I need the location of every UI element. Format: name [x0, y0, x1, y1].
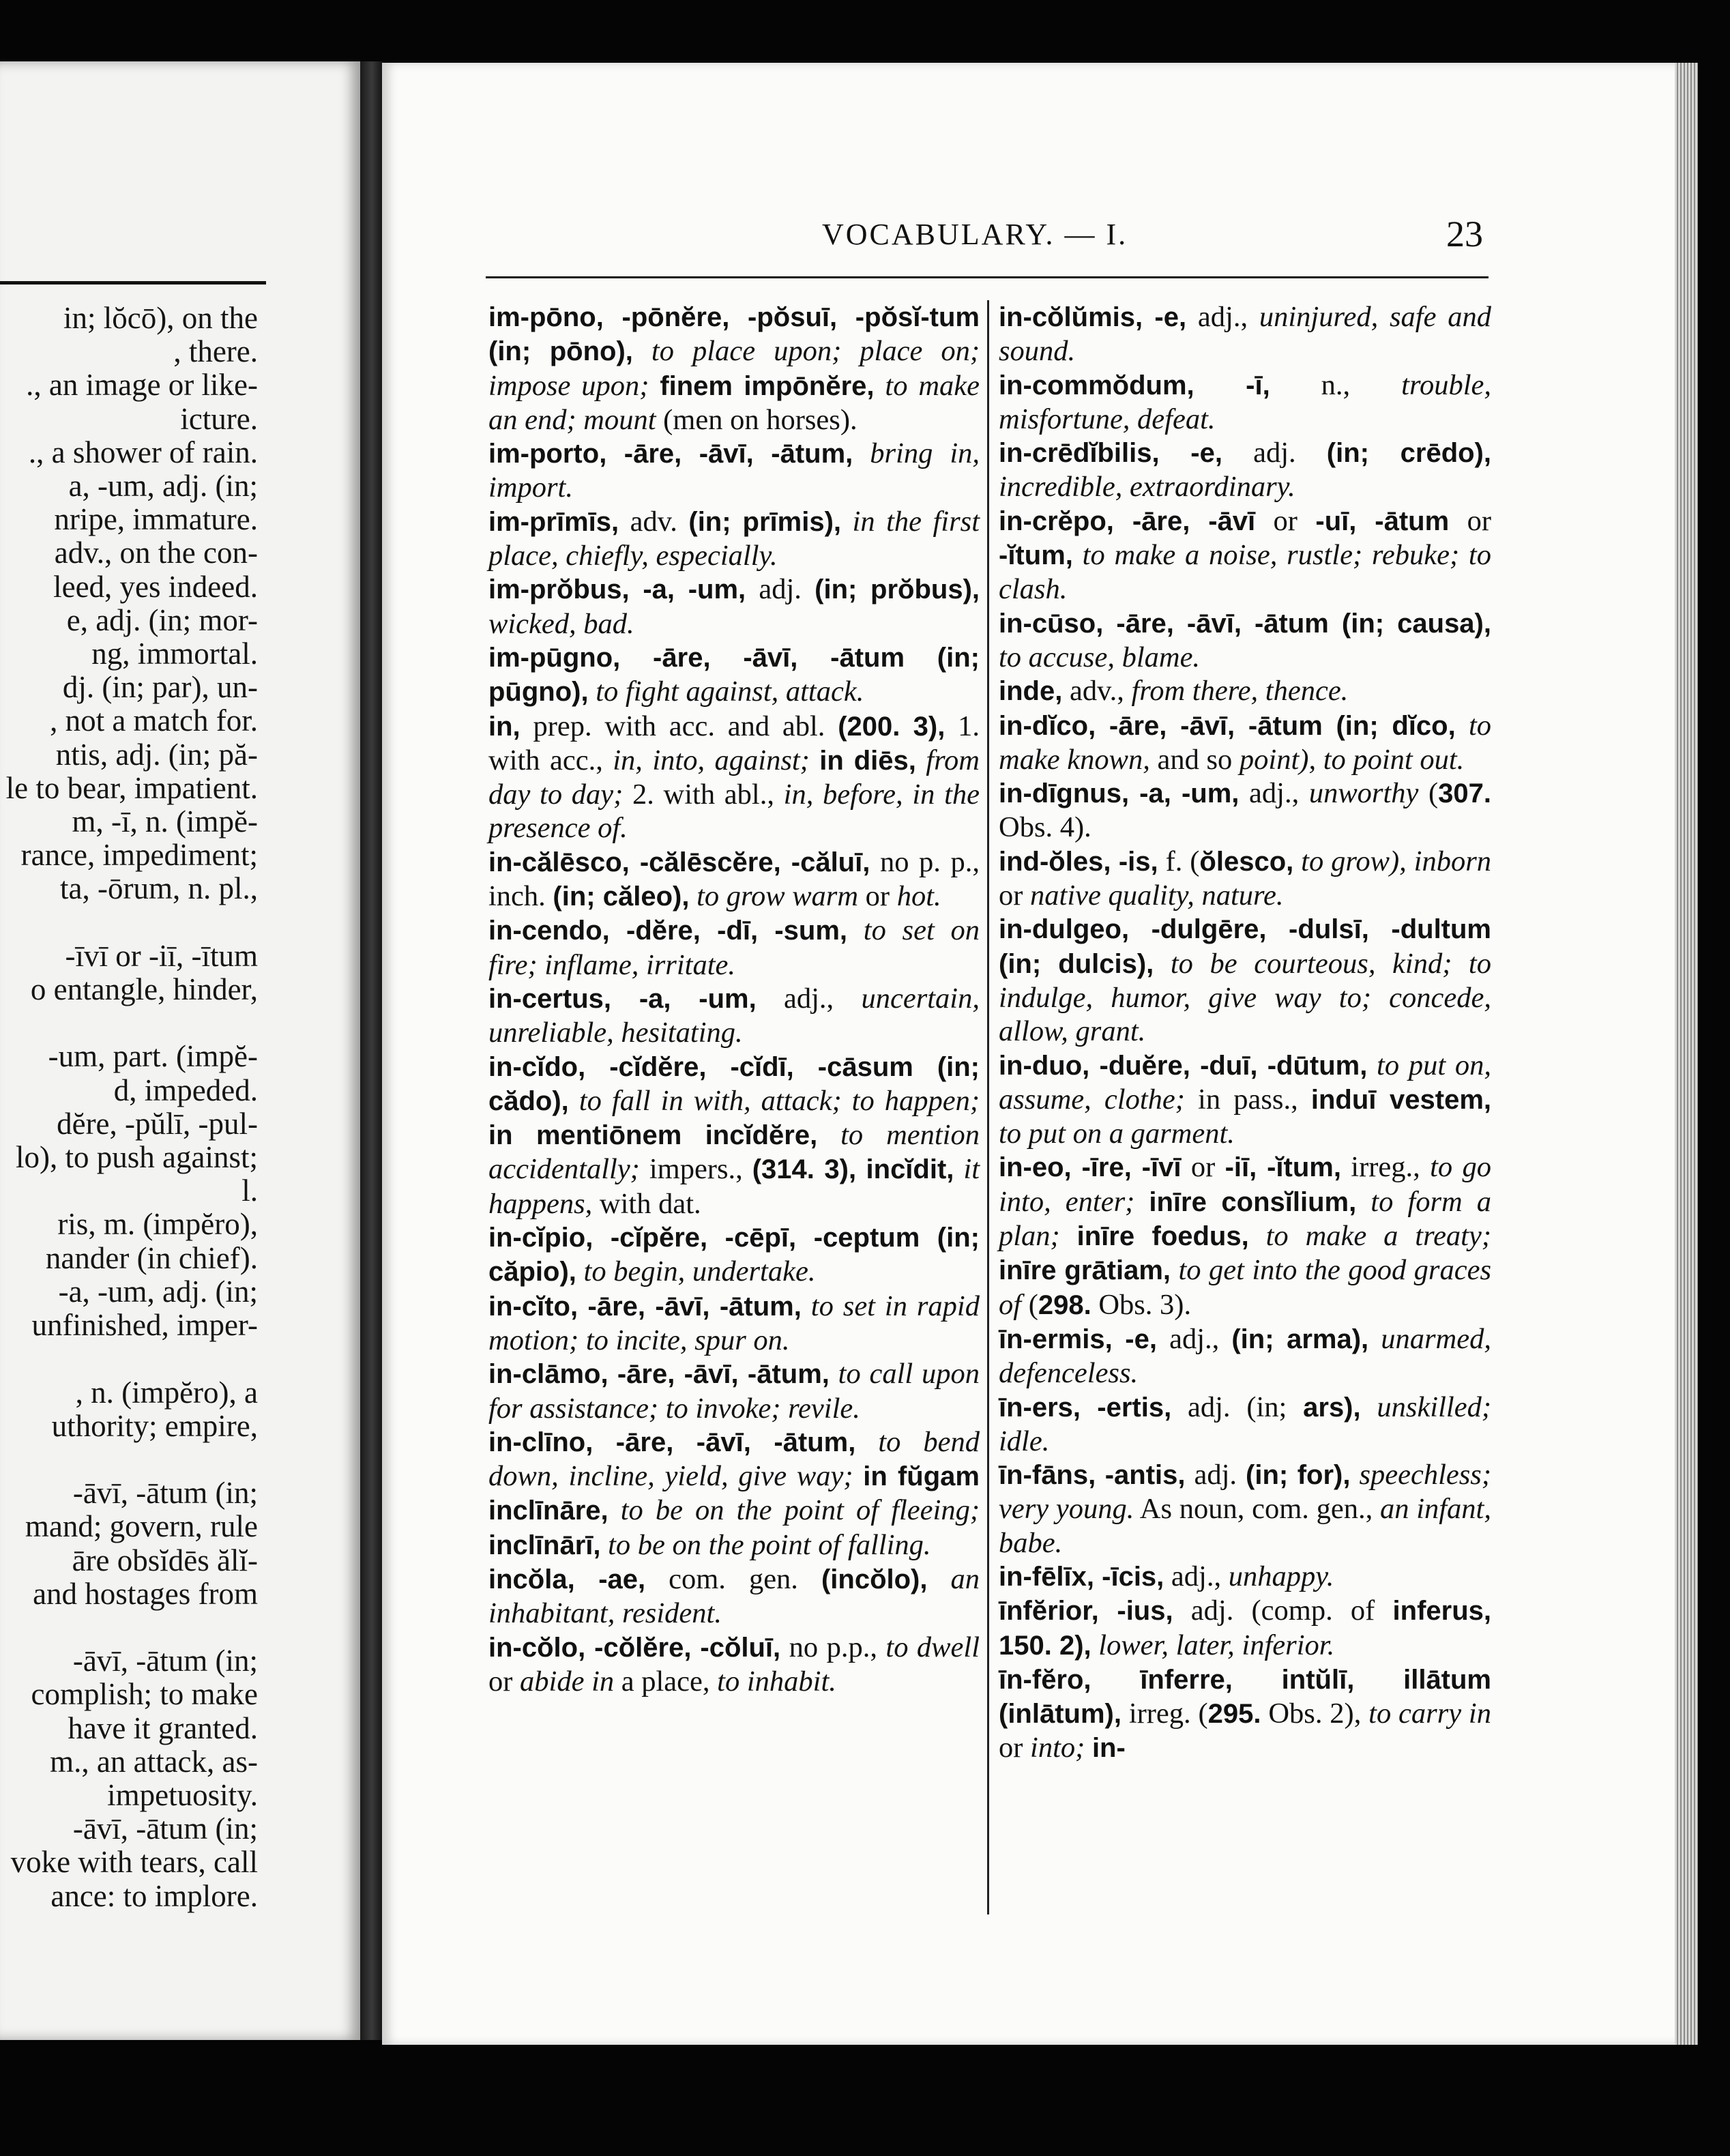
definition: speechless; very young. — [999, 1459, 1491, 1526]
vocabulary-entry — [999, 1390, 1491, 1459]
grammar-note: f. ( — [1158, 845, 1200, 877]
grammar-note: adv. — [619, 505, 689, 538]
vocabulary-entry — [488, 1050, 980, 1221]
definition: unworthy — [1308, 777, 1419, 810]
left-page-line: nripe, immature. — [54, 502, 258, 537]
definition: from day to day; — [488, 744, 980, 811]
vocabulary-entry — [999, 300, 1491, 368]
left-page-line: , not a match for. — [50, 703, 258, 738]
grammar-note: Obs. 2), — [1261, 1698, 1369, 1730]
headword: īn-ermis, -e, — [999, 1324, 1157, 1354]
vocabulary-entry — [999, 504, 1491, 607]
definition: to fall in with, attack; to happen; — [568, 1084, 980, 1117]
headword: in-cĭto, -āre, -āvī, -ātum, — [488, 1291, 802, 1322]
grammar-note: or — [999, 1732, 1031, 1764]
left-page-line: -āvī, -ātum (in; — [72, 1476, 258, 1511]
grammar-note: adj. (comp. of — [1173, 1594, 1393, 1627]
vocabulary-entry — [488, 641, 980, 710]
grammar-note: Obs. 3). — [1091, 1288, 1192, 1321]
left-page-line: adv., on the con- — [54, 536, 258, 570]
left-page-line: impetuosity. — [107, 1777, 258, 1812]
column-divider — [987, 300, 989, 1914]
definition: to mention accidentally; — [488, 1119, 980, 1186]
definition: wicked, bad. — [488, 607, 634, 640]
left-page-line: -um, part. (impĕ- — [48, 1039, 258, 1074]
left-page-line — [6, 1443, 258, 1476]
definition: an inhabitant, resident. — [488, 1562, 980, 1630]
left-page-line: , there. — [173, 334, 258, 369]
headword: in-crĕpo, -āre, -āvī — [999, 506, 1256, 536]
headword: inīre consĭlium, — [1149, 1186, 1357, 1217]
left-page-line: ta, -ōrum, n. pl., — [60, 871, 258, 906]
vocabulary-entry — [999, 912, 1491, 1048]
grammar-note: irreg., — [1340, 1151, 1431, 1184]
vocabulary-entry — [488, 1357, 980, 1425]
headword: īn-fāns, -antis, — [999, 1460, 1186, 1491]
grammar-note: impers., — [639, 1153, 752, 1186]
headword: in-dulgeo, -dulgēre, -dulsī, -dultum (in; dulcis), — [999, 914, 1491, 979]
headword: im-porto, -āre, -āvī, -ātum, — [488, 439, 853, 469]
headword: in-clāmo, -āre, -āvī, -ātum, — [488, 1359, 830, 1390]
left-page-line: d, impeded. — [113, 1073, 258, 1107]
headword: in-cūso, -āre, -āvī, -ātum (in; causa), — [999, 608, 1491, 639]
definition: from there, thence. — [1131, 675, 1349, 708]
vocabulary-entry — [488, 982, 980, 1050]
left-page-rule — [0, 281, 266, 285]
grammar-note: in pass., — [1184, 1083, 1311, 1116]
grammar-note: a place, — [614, 1665, 718, 1698]
headword: in-eo, -īre, -īvī — [999, 1152, 1182, 1183]
definition: to accuse, blame. — [999, 641, 1201, 673]
grammar-note: no p. p., inch. — [488, 845, 980, 913]
headword: (314. 3), incĭdit, — [752, 1154, 954, 1185]
definition: to be on the point of fleeing; — [608, 1494, 980, 1527]
left-page-line: , n. (impĕro), a — [75, 1375, 258, 1410]
left-page-line: dj. (in; par), un- — [62, 670, 258, 705]
definition: uninjured, safe and sound. — [999, 301, 1491, 368]
grammar-note: prep. with acc. and abl. — [520, 710, 838, 742]
headword: 307. — [1438, 778, 1492, 809]
vocabulary-entry — [488, 710, 980, 845]
definition: to fight against, attack. — [588, 675, 864, 708]
vocabulary-entry — [999, 709, 1491, 777]
definition: to set on fire; inflame, irritate. — [488, 914, 980, 981]
headword: in-fēlīx, -īcis, — [999, 1561, 1164, 1592]
definition: in, before, in the presence of. — [488, 778, 980, 845]
left-page-line — [6, 1006, 258, 1040]
headword: -ĭtum, — [999, 540, 1073, 571]
headword: (incŏlo), — [821, 1564, 928, 1594]
headword: in-cĭdo, -cĭdĕre, -cĭdī, -cāsum (in; cădo), — [488, 1051, 980, 1116]
grammar-note: adj., — [756, 982, 862, 1015]
left-page-line: voke with tears, call — [10, 1845, 258, 1880]
grammar-note: or — [488, 1665, 521, 1698]
headword: (in; arma), — [1231, 1324, 1369, 1354]
vocabulary-entry — [999, 845, 1491, 913]
definition: to bend down, incline, yield, give way; — [488, 1425, 980, 1493]
left-page-line: have it granted. — [68, 1710, 258, 1745]
definition: to make a noise, rustle; rebuke; to clash. — [999, 539, 1491, 606]
left-page-line — [6, 906, 258, 939]
left-page-line — [6, 1342, 258, 1375]
headword: in-clīno, -āre, -āvī, -ātum, — [488, 1427, 856, 1457]
vocabulary-entry — [999, 1150, 1491, 1322]
headword: 298. — [1038, 1290, 1091, 1320]
left-page-line: m, -ī, n. (impĕ- — [72, 804, 258, 839]
definition: to make known, — [999, 709, 1492, 776]
left-page-line: -āvī, -ātum (in; — [72, 1811, 258, 1846]
headword: -iī, -ĭtum, — [1225, 1152, 1341, 1183]
grammar-note: 2. with abl., — [623, 778, 784, 811]
headword: inclīnārī, — [488, 1530, 601, 1560]
definition: to place upon; place on; impose upon; — [488, 335, 980, 402]
vocabulary-column-right — [999, 300, 1491, 1766]
left-page-line: unfinished, imper- — [31, 1308, 258, 1343]
headword: ind-ŏles, -is, — [999, 846, 1158, 877]
left-page-line: o entangle, hinder, — [30, 972, 258, 1007]
vocabulary-entry — [488, 300, 980, 437]
grammar-note: adj. — [1185, 1459, 1246, 1491]
headword: ars), — [1303, 1392, 1361, 1423]
left-page-line: mand; govern, rule — [25, 1509, 258, 1544]
left-page-text — [6, 302, 258, 1913]
page-number: 23 — [1446, 214, 1483, 254]
definition: to put on, assume, clothe; — [999, 1049, 1491, 1116]
headword: in fŭgam inclīnāre, — [488, 1461, 980, 1526]
definition: abide in — [520, 1665, 615, 1698]
headword: finem impōnĕre, — [660, 370, 875, 401]
left-page-line: ance: to implore. — [50, 1878, 258, 1913]
definition: to go into, enter; — [999, 1151, 1492, 1218]
definition: to grow warm — [689, 880, 859, 913]
left-page-line: ., an image or like- — [26, 368, 258, 403]
vocabulary-entry — [999, 674, 1491, 708]
headword: in, — [488, 711, 521, 742]
definition: to set in rapid motion; to incite, spur on. — [488, 1290, 980, 1356]
grammar-note: or — [1449, 504, 1491, 537]
vocabulary-entry — [488, 1290, 980, 1358]
vocabulary-entry — [488, 1425, 980, 1562]
vocabulary-entry — [488, 505, 980, 573]
headword: in-crēdĭbilis, -e, — [999, 438, 1222, 469]
headword: in-cendo, -dĕre, -dī, -sum, — [488, 916, 848, 946]
grammar-note: adj., — [1164, 1560, 1229, 1592]
grammar-note: (men on horses). — [656, 403, 857, 436]
vocabulary-entry — [488, 1221, 980, 1290]
left-page-line: ntis, adj. (in; pă- — [55, 737, 258, 772]
left-page-line: -īvī or -iī, -ītum — [65, 938, 258, 973]
left-page-line: e, adj. (in; mor- — [66, 602, 258, 637]
left-page-line: dĕre, -pŭlī, -pul- — [57, 1106, 258, 1141]
definition: it happens, — [488, 1153, 980, 1220]
vocabulary-entry — [999, 1663, 1491, 1766]
left-page-line: nander (in chief). — [45, 1240, 258, 1275]
headword: -uī, -ātum — [1315, 506, 1450, 536]
left-page-line: and hostages from — [33, 1576, 258, 1611]
definition: to be courteous, kind; to indulge, humor, give way to; concede, allow, grant. — [999, 947, 1491, 1048]
left-page-line: ris, m. (impĕro), — [57, 1207, 258, 1242]
definition: to begin, undertake. — [576, 1255, 816, 1288]
headword: in-dīgnus, -a, -um, — [999, 778, 1240, 809]
grammar-note: adj., — [1186, 301, 1259, 333]
definition: into; — [1030, 1732, 1092, 1764]
headword: (200. 3), — [838, 711, 945, 742]
headword: inde, — [999, 676, 1063, 707]
headword: ŏlesco, — [1199, 846, 1294, 877]
vocabulary-entry — [999, 607, 1491, 675]
vocabulary-entry — [999, 436, 1491, 504]
left-page-line: rance, impediment; — [20, 838, 258, 873]
grammar-note: or — [999, 879, 1031, 912]
left-page-line: uthority; empire, — [51, 1408, 258, 1443]
headword: inferus, 150. 2), — [999, 1596, 1491, 1661]
grammar-note: 1. with acc., — [488, 710, 980, 776]
definition: in the first place, chiefly, especially. — [488, 505, 980, 572]
page-edges — [1675, 63, 1698, 2045]
definition: to get into the good graces of — [999, 1254, 1491, 1321]
vocabulary-entry — [488, 572, 980, 641]
vocabulary-entry — [488, 845, 980, 914]
grammar-note: adv., — [1062, 675, 1132, 708]
headword: īn-ers, -ertis, — [999, 1392, 1172, 1423]
grammar-note: As noun, com. gen., — [1134, 1493, 1380, 1526]
definition: to form a plan; — [999, 1185, 1491, 1253]
definition: trouble, misfortune, defeat. — [999, 368, 1491, 435]
grammar-note: adj. — [746, 573, 815, 606]
grammar-note: or — [858, 880, 897, 913]
definition: point), to point out. — [1239, 743, 1465, 776]
grammar-note: n., — [1270, 368, 1402, 401]
headword: (in; prŏbus), — [815, 574, 980, 605]
headword: induī vestem, — [1310, 1084, 1492, 1115]
headword: (in; for), — [1246, 1460, 1351, 1491]
left-page-line: a, -um, adj. (in; — [68, 469, 258, 504]
left-page-line: ng, immortal. — [91, 637, 258, 671]
definition: to be on the point of falling. — [600, 1528, 931, 1561]
headword: im-prīmīs, — [488, 506, 619, 537]
vocabulary-entry — [999, 1458, 1491, 1560]
left-page-line: le to bear, impatient. — [5, 770, 258, 805]
definition: to put on a garment. — [999, 1118, 1235, 1150]
definition: unarmed, defenceless. — [999, 1322, 1491, 1390]
grammar-note: Obs. 4). — [999, 811, 1091, 844]
headword: in-călēsco, -călēscĕre, -căluī, — [488, 847, 870, 877]
grammar-note: adj. — [1222, 437, 1327, 469]
headword: in-cŏlŭmis, -e, — [999, 302, 1187, 332]
vocabulary-entry — [999, 776, 1491, 845]
left-page-line: m., an attack, as- — [50, 1744, 258, 1779]
grammar-note: adj. (in; — [1171, 1390, 1304, 1423]
left-page-line: āre obsĭdēs ălĭ- — [72, 1543, 258, 1577]
running-head: VOCABULARY. — I. — [822, 218, 1128, 251]
headword: īn-fĕro, īnferre, intŭlī, illātum (inlātum), — [999, 1664, 1491, 1730]
definition: to call upon for assistance; to invoke; revile. — [488, 1358, 980, 1425]
left-page-line: -āvī, -ātum (in; — [72, 1644, 258, 1678]
left-page-line: in; lŏcō), on the — [63, 301, 258, 335]
vocabulary-entry — [999, 368, 1491, 437]
headword: in diēs, — [819, 745, 916, 776]
definition: bring in, import. — [488, 437, 980, 504]
vocabulary-entry — [999, 1049, 1491, 1151]
headword: in-certus, -a, -um, — [488, 983, 757, 1014]
definition: in, into, against; — [613, 744, 820, 776]
headword: im-pōno, -pōnĕre, -pŏsuī, -pŏsĭ-tum (in; pōno), — [488, 302, 980, 367]
headword: īnfĕrior, -ius, — [999, 1596, 1173, 1627]
left-page-line: l. — [241, 1174, 258, 1208]
headword: (in; căleo), — [553, 882, 690, 912]
vocabulary-entry — [488, 1562, 980, 1631]
headword: inīre foedus, — [1076, 1221, 1249, 1252]
headword: in-dĭco, -āre, -āvī, -ātum (in; dĭco, — [999, 710, 1456, 741]
headword: (in; prīmis), — [688, 506, 842, 537]
headword: inīre grātiam, — [999, 1255, 1171, 1286]
grammar-note: and so — [1149, 743, 1240, 776]
headword: (in; crēdo), — [1326, 438, 1491, 469]
definition: to carry in — [1368, 1698, 1491, 1730]
headword: in-commŏdum, -ī, — [999, 370, 1270, 400]
grammar-note: adj., — [1239, 777, 1309, 810]
left-page-line: icture. — [180, 401, 258, 436]
book-gutter — [360, 61, 383, 2040]
vocabulary-entry — [999, 1322, 1491, 1390]
headword: in-duo, -duĕre, -duī, -dūtum, — [999, 1050, 1368, 1081]
definition: unhappy. — [1228, 1560, 1334, 1592]
headword: im-pūgno, -āre, -āvī, -ātum (in; pūgno), — [488, 642, 980, 708]
vocabulary-entry — [488, 437, 980, 505]
definition: hot. — [896, 880, 941, 913]
facing-left-page — [0, 61, 362, 2040]
vocabulary-column-left — [488, 300, 980, 1698]
grammar-note: no p.p., — [780, 1631, 886, 1663]
definition: to make an end; mount — [488, 369, 980, 436]
left-page-line — [6, 1611, 258, 1644]
left-page-line: leed, yes indeed. — [53, 569, 258, 604]
vocabulary-entry — [999, 1594, 1491, 1663]
definition: to inhabit. — [717, 1665, 836, 1698]
vocabulary-entry — [488, 914, 980, 982]
definition: an infant, babe. — [999, 1493, 1491, 1559]
left-page-line: complish; to make — [31, 1677, 258, 1712]
headword: im-prŏbus, -a, -um, — [488, 574, 746, 605]
grammar-note: ( — [1418, 777, 1439, 810]
definition: to make a treaty; — [1248, 1220, 1492, 1253]
grammar-note: irreg. ( — [1121, 1698, 1208, 1730]
grammar-note: with dat. — [592, 1187, 701, 1220]
headword: in- — [1091, 1733, 1126, 1764]
left-page-line: lo), to push against; — [16, 1140, 258, 1175]
header-rule — [486, 276, 1489, 278]
headword: in-cŏlo, -cŏlĕre, -cŏluī, — [488, 1632, 781, 1663]
left-page-line: ., a shower of rain. — [28, 435, 258, 469]
grammar-note: or — [1255, 504, 1316, 537]
grammar-note: com. gen. — [645, 1562, 821, 1595]
definition: to dwell — [885, 1631, 980, 1663]
definition: to grow), inborn — [1293, 845, 1491, 877]
headword: in-cĭpio, -cĭpĕre, -cēpī, -ceptum (in; căpio), — [488, 1223, 980, 1287]
definition: unskilled; idle. — [999, 1390, 1491, 1457]
definition: uncertain, unreliable, hesitating. — [488, 982, 980, 1049]
headword: 295. — [1207, 1699, 1261, 1730]
headword: incŏla, -ae, — [488, 1564, 646, 1594]
grammar-note: adj., — [1156, 1322, 1232, 1355]
grammar-note: ( — [1021, 1288, 1038, 1321]
vocabulary-entry — [999, 1560, 1491, 1594]
left-page-line: -a, -um, adj. (in; — [58, 1274, 258, 1309]
headword: in mentiōnem incĭdĕre, — [488, 1120, 818, 1151]
definition: incredible, extraordinary. — [999, 471, 1295, 504]
grammar-note: or — [1181, 1151, 1225, 1184]
definition: lower, later, inferior. — [1091, 1629, 1335, 1661]
vocabulary-entry — [488, 1631, 980, 1699]
definition: native quality, nature. — [1030, 879, 1284, 912]
